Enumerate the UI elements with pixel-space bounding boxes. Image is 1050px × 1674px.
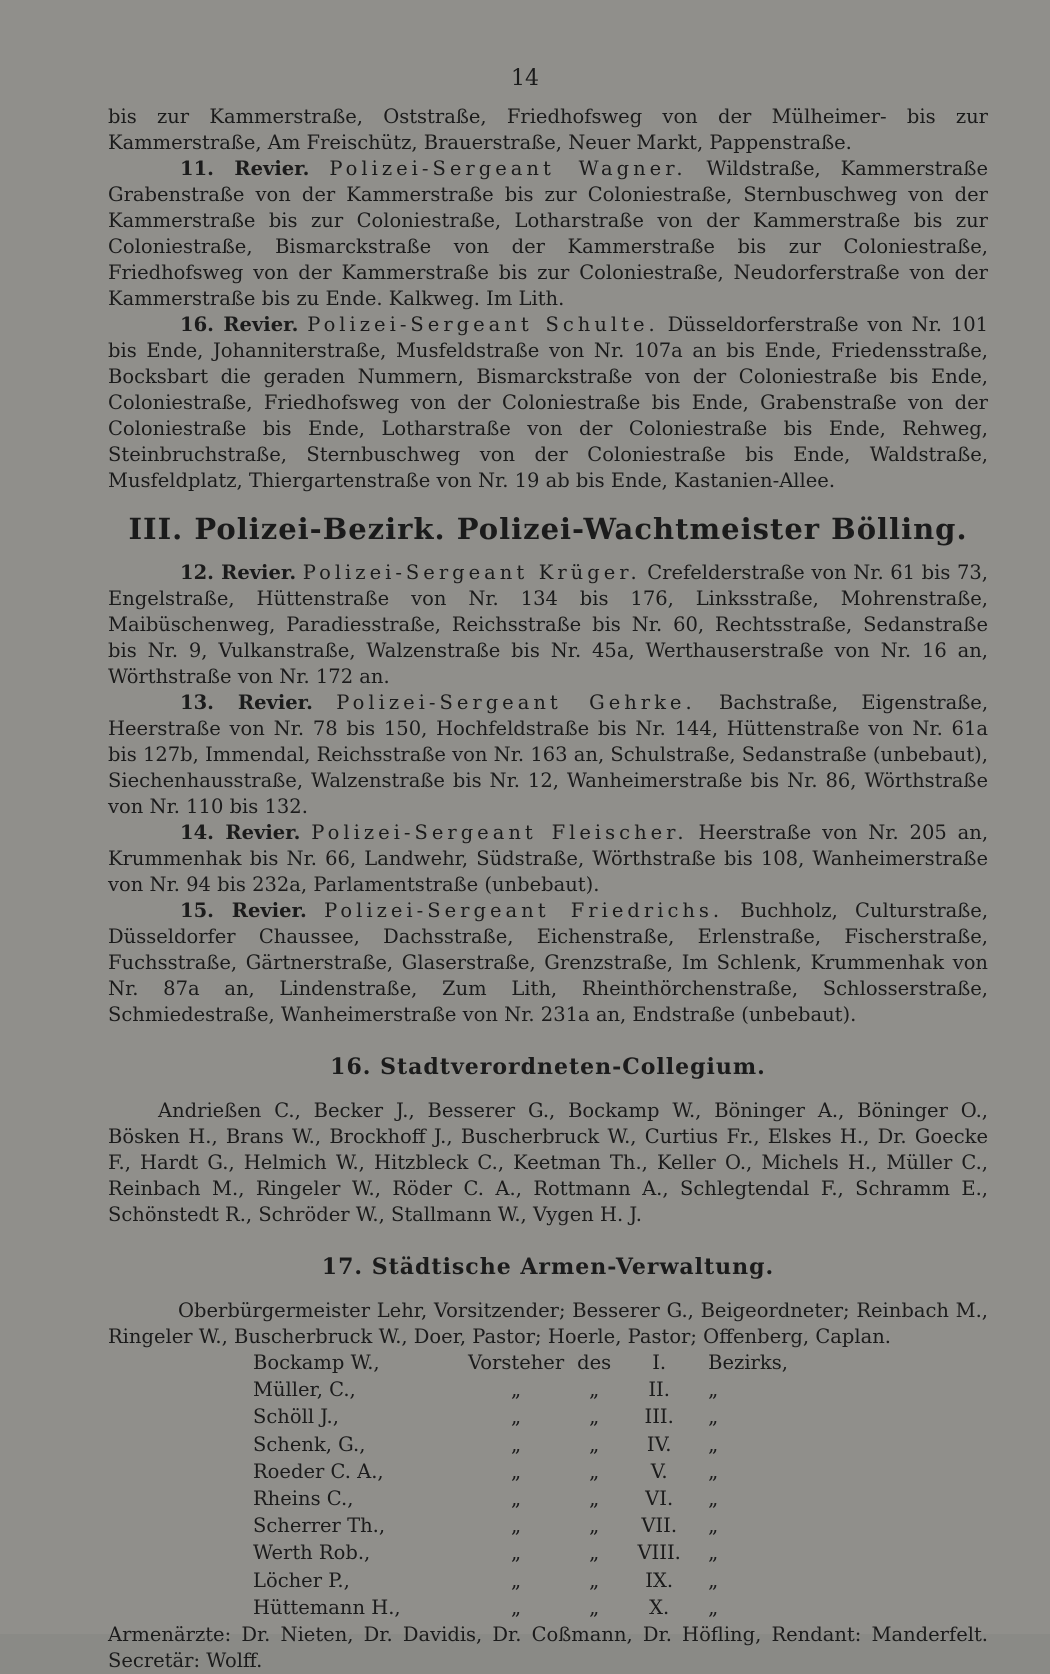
paragraph-revier-11 — [108, 156, 988, 312]
paragraph-revier-13 — [108, 690, 988, 820]
table-row — [253, 1568, 848, 1595]
row-article: „ — [589, 1541, 600, 1565]
table-row — [253, 1513, 848, 1540]
row-tail: „ — [708, 1514, 719, 1538]
sergeant-name: Polizei-Sergeant Friedrichs. — [324, 899, 724, 922]
row-name: Rheins C., — [253, 1486, 354, 1510]
paragraph-text: Wildstraße, Kammerstraße Grabenstraße von der Kammerstraße bis zur Coloniestraße, Sternbuschweg von der Kammerstraße bis zur Coloniestraße, Lotharstraße von der Kammerstraße bis zur Coloniestraße, Bismarckstraße von der Kammerstraße bis zur Coloniestraße, Friedhofsweg von der Kammerstraße bis zur Coloniestraße, Neudorferstraße von der Kammerstraße bis zu Ende. Kalkweg. Im Lith. — [108, 157, 988, 310]
paragraph-continuation — [108, 104, 988, 156]
row-role: „ — [511, 1486, 522, 1510]
row-roman: X. — [649, 1595, 670, 1619]
row-role: „ — [511, 1595, 522, 1619]
row-article: „ — [589, 1486, 600, 1510]
row-tail: „ — [708, 1568, 719, 1592]
paragraph-revier-12 — [108, 560, 988, 690]
paragraph-revier-14 — [108, 820, 988, 898]
row-article: des — [577, 1351, 612, 1374]
revier-label: 16. Revier. — [180, 313, 299, 336]
paragraph-text: Crefelderstraße von Nr. 61 bis 73, Engelstraße, Hüttenstraße von Nr. 134 bis 176, Linksstraße, Mohrenstraße, Maibüschenweg, Paradiesstraße, Reichsstraße bis Nr. 60, Rechtsstraße, Sedanstraße bis Nr. 9, Vulkanstraße, Walzenstraße bis Nr. 45a, Werthauserstraße von Nr. 16 an, Wörthstraße von Nr. 172 an. — [108, 561, 989, 688]
row-tail: „ — [708, 1459, 719, 1483]
row-tail: „ — [708, 1595, 719, 1619]
council-members: Andrießen C., Becker J., Besserer G., Bockamp W., Böninger A., Böninger O., Bösken H., Brans W., Brockhoff J., Buscherbruck W., Curtius Fr., Elskes H., Dr. Goecke F., Hardt G., Helmich W., Hitzbleck C., Keetman Th., Keller O., Michels H., Müller C., Reinbach M., Ringeler W., Röder C. A., Rottmann A., Schlegtendal F., Schramm E., Schönstedt R., Schröder W., Stallmann W., Vygen H. J. — [108, 1099, 988, 1226]
row-article: „ — [589, 1459, 600, 1483]
row-tail: Bezirks, — [708, 1351, 788, 1374]
sergeant-name: Polizei-Sergeant Wagner. — [329, 157, 687, 180]
table-row — [253, 1377, 848, 1404]
row-role: „ — [511, 1405, 522, 1429]
revier-label: 13. Revier. — [180, 691, 313, 714]
paragraph-text: Buchholz, Culturstraße, Düsseldorfer Chaussee, Dachsstraße, Eichenstraße, Erlenstraße, Fischerstraße, Fuchsstraße, Gärtnerstraße, Glaserstraße, Grenzstraße, Im Schlenk, Krummenhak von Nr. 87a an, Lindenstraße, Zum Lith, Rheinthörchenstraße, Schlosserstraße, Schmiedestraße, Wanheimerstraße von Nr. 231a an, Endstraße (unbebaut). — [108, 899, 989, 1026]
row-article: „ — [589, 1514, 600, 1538]
paragraph-text: Bachstraße, Eigenstraße, Heerstraße von Nr. 78 bis 150, Hochfeldstraße bis Nr. 144, Hüttenstraße von Nr. 61a bis 127b, Immendal, Reichsstraße von Nr. 163 an, Schulstraße, Sedanstraße (unbebaut), Siechenhausstraße, Walzenstraße bis Nr. 12, Wanheimerstraße bis Nr. 86, Wörthstraße von Nr. 110 bis 132. — [108, 691, 989, 818]
armen-vorsteher-table — [253, 1350, 848, 1622]
row-tail: „ — [708, 1405, 719, 1429]
revier-label: 11. Revier. — [180, 157, 310, 180]
row-article: „ — [589, 1432, 600, 1456]
table-row — [253, 1595, 848, 1622]
row-role: „ — [511, 1378, 522, 1402]
paragraph-revier-16 — [108, 312, 988, 494]
row-name: Löcher P., — [253, 1568, 350, 1592]
row-tail: „ — [708, 1486, 719, 1510]
row-roman: VI. — [645, 1486, 674, 1510]
row-role: „ — [511, 1541, 522, 1565]
row-roman: II. — [648, 1378, 670, 1402]
row-name: Scherrer Th., — [253, 1514, 386, 1538]
row-article: „ — [589, 1568, 600, 1592]
row-role: Vorsteher — [468, 1351, 565, 1374]
paragraph-revier-15 — [108, 898, 988, 1028]
page-number: 14 — [511, 66, 539, 91]
table-row — [253, 1404, 848, 1431]
sergeant-name: Polizei-Sergeant Krüger. — [302, 561, 641, 584]
row-roman: VII. — [641, 1514, 678, 1538]
row-roman: IX. — [645, 1568, 674, 1592]
section-17-heading: 17. Städtische Armen-Verwaltung. — [321, 1254, 775, 1280]
page-body — [108, 104, 988, 1674]
row-name: Roeder C. A., — [253, 1459, 384, 1483]
table-row — [253, 1432, 848, 1459]
row-name: Werth Rob., — [253, 1541, 371, 1565]
row-role: „ — [511, 1459, 522, 1483]
row-article: „ — [589, 1405, 600, 1429]
revier-label: 15. Revier. — [180, 899, 307, 922]
row-tail: „ — [708, 1541, 719, 1565]
paragraph-text: Heerstraße von Nr. 205 an, Krummenhak bis Nr. 66, Landwehr, Südstraße, Wörthstraße bis 108, Wanheimerstraße von Nr. 94 bis 232a, Parlamentstraße (unbebaut). — [108, 821, 989, 896]
district-heading: III. Polizei-Bezirk. Polizei-Wachtmeister Bölling. — [128, 512, 968, 546]
row-roman: I. — [652, 1351, 667, 1374]
paragraph-text: bis zur Kammerstraße, Oststraße, Friedhofsweg von der Mülheimer- bis zur Kammerstraße, Am Freischütz, Brauerstraße, Neuer Markt, Pappenstraße. — [108, 105, 988, 154]
revier-label: 14. Revier. — [180, 821, 301, 844]
section-16-heading: 16. Stadtverordneten-Collegium. — [330, 1054, 766, 1080]
row-name: Schöll J., — [253, 1405, 339, 1429]
table-row — [253, 1350, 848, 1377]
revier-label: 12. Revier. — [180, 561, 297, 584]
row-role: „ — [511, 1568, 522, 1592]
table-row — [253, 1486, 848, 1513]
row-tail: „ — [708, 1432, 719, 1456]
row-article: „ — [589, 1595, 600, 1619]
row-roman: IV. — [646, 1432, 672, 1456]
armen-footer: Armenärzte: Dr. Nieten, Dr. Davidis, Dr. Coßmann, Dr. Höfling, Rendant: Manderfelt. Secretär: Wolff. — [108, 1622, 988, 1672]
row-name: Bockamp W., — [253, 1351, 380, 1374]
sergeant-name: Polizei-Sergeant Schulte. — [307, 313, 659, 336]
row-roman: III. — [644, 1405, 674, 1429]
row-roman: VIII. — [637, 1541, 681, 1565]
table-row — [253, 1459, 848, 1486]
sergeant-name: Polizei-Sergeant Fleischer. — [311, 821, 688, 844]
row-role: „ — [511, 1514, 522, 1538]
row-name: Hüttemann H., — [253, 1595, 401, 1619]
row-roman: V. — [650, 1459, 668, 1483]
paragraph-text: Düsseldorferstraße von Nr. 101 bis Ende, Johanniterstraße, Musfeldstraße von Nr. 107a an bis Ende, Friedensstraße, Bocksbart die geraden Nummern, Bismarckstraße von der Coloniestraße bis Ende, Coloniestraße, Friedhofsweg von der Coloniestraße bis Ende, Grabenstraße von der Coloniestraße bis Ende, Lotharstraße von der Coloniestraße bis Ende, Rehweg, Steinbruchstraße, Sternbuschweg von der Coloniestraße bis Ende, Waldstraße, Musfeldplatz, Thiergartenstraße von Nr. 19 ab bis Ende, Kastanien-Allee. — [108, 313, 989, 492]
row-name: Müller, C., — [253, 1378, 356, 1402]
armen-intro: Oberbürgermeister Lehr, Vorsitzender; Besserer G., Beigeordneter; Reinbach M., Ringeler W., Buscherbruck W., Doer, Pastor; Hoerle, Pastor; Offenberg, Caplan. — [108, 1299, 988, 1348]
table-row — [253, 1540, 848, 1567]
row-role: „ — [511, 1432, 522, 1456]
row-name: Schenk, G., — [253, 1432, 366, 1456]
sergeant-name: Polizei-Sergeant Gehrke. — [336, 691, 696, 714]
row-tail: „ — [708, 1378, 719, 1402]
row-article: „ — [589, 1378, 600, 1402]
